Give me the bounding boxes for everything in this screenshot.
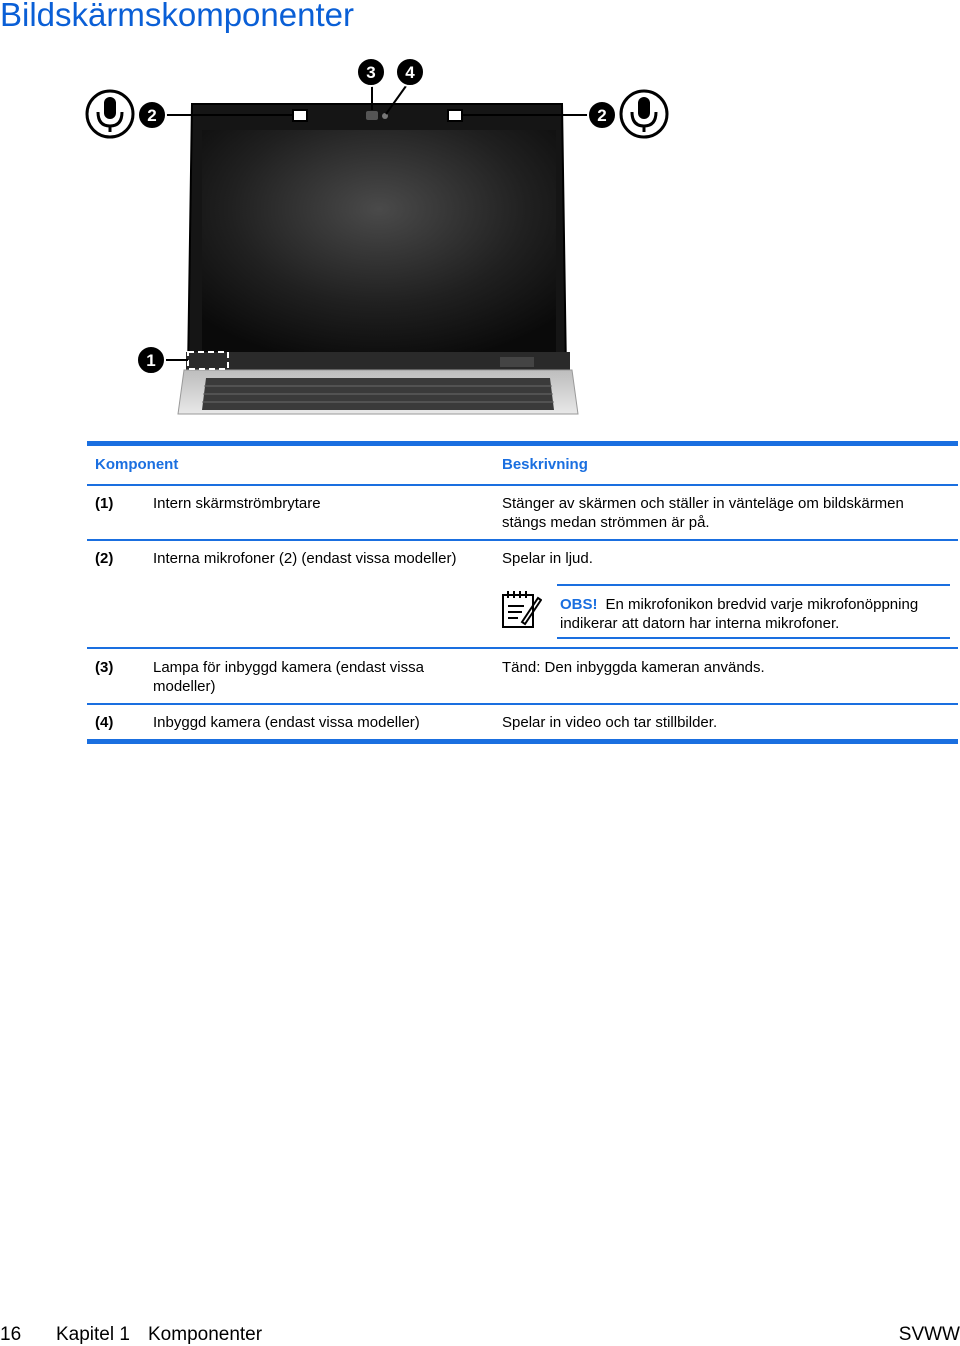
table-row-divider	[87, 539, 958, 541]
svg-text:2: 2	[147, 106, 157, 125]
row-description: Spelar in video och tar stillbilder.	[502, 714, 718, 731]
note-pad-icon	[500, 588, 542, 630]
row-number: (1)	[95, 495, 114, 512]
svg-text:2: 2	[597, 106, 607, 125]
callout-badge	[137, 346, 165, 374]
callout-badge	[138, 101, 166, 129]
footer-doc-id: SVWW	[898, 1324, 960, 1345]
microphone-icon	[621, 91, 667, 137]
row-component: Interna mikrofoner (2) (endast vissa modeller)	[153, 550, 457, 567]
callout-badge	[588, 101, 616, 129]
callout-badge	[357, 58, 385, 86]
table-row-divider	[87, 484, 958, 486]
row-description: Tänd: Den inbyggda kameran används.	[502, 659, 765, 676]
table-top-rule	[87, 441, 958, 446]
row-component: Lampa för inbyggd kamera (endast vissa modeller)	[153, 659, 424, 695]
row-number: (4)	[95, 714, 114, 731]
footer-section: Komponenter	[148, 1324, 263, 1345]
note-top-rule	[557, 584, 950, 586]
page-title: Bildskärmskomponenter	[0, 0, 354, 33]
laptop-display-illustration	[80, 52, 680, 424]
header-description: Beskrivning	[502, 456, 588, 473]
header-component: Komponent	[95, 456, 179, 473]
table-row-divider	[87, 647, 958, 649]
callout-badge	[396, 58, 424, 86]
row-description: Spelar in ljud.	[502, 550, 593, 567]
row-component: Intern skärmströmbrytare	[153, 495, 321, 512]
note-text	[560, 595, 950, 633]
footer-page-number: 16	[0, 1324, 22, 1345]
footer-chapter: Kapitel 1	[56, 1324, 130, 1345]
microphone-icon	[87, 91, 133, 137]
svg-text:1: 1	[146, 351, 156, 370]
table-row-divider	[87, 703, 958, 705]
note-body: En mikrofonikon bredvid varje mikrofonöppning indikerar att datorn har interna mikrofoner.	[560, 596, 919, 632]
svg-text:3: 3	[366, 63, 376, 82]
row-description: Stänger av skärmen och ställer in vänteläge om bildskärmen stängs medan strömmen är på.	[502, 495, 904, 531]
table-bottom-rule	[87, 739, 958, 744]
row-number: (3)	[95, 659, 114, 676]
row-number: (2)	[95, 550, 114, 567]
note-label: OBS!	[560, 596, 598, 613]
svg-text:4: 4	[405, 63, 415, 82]
row-component: Inbyggd kamera (endast vissa modeller)	[153, 714, 420, 731]
note-bottom-rule	[557, 637, 950, 639]
